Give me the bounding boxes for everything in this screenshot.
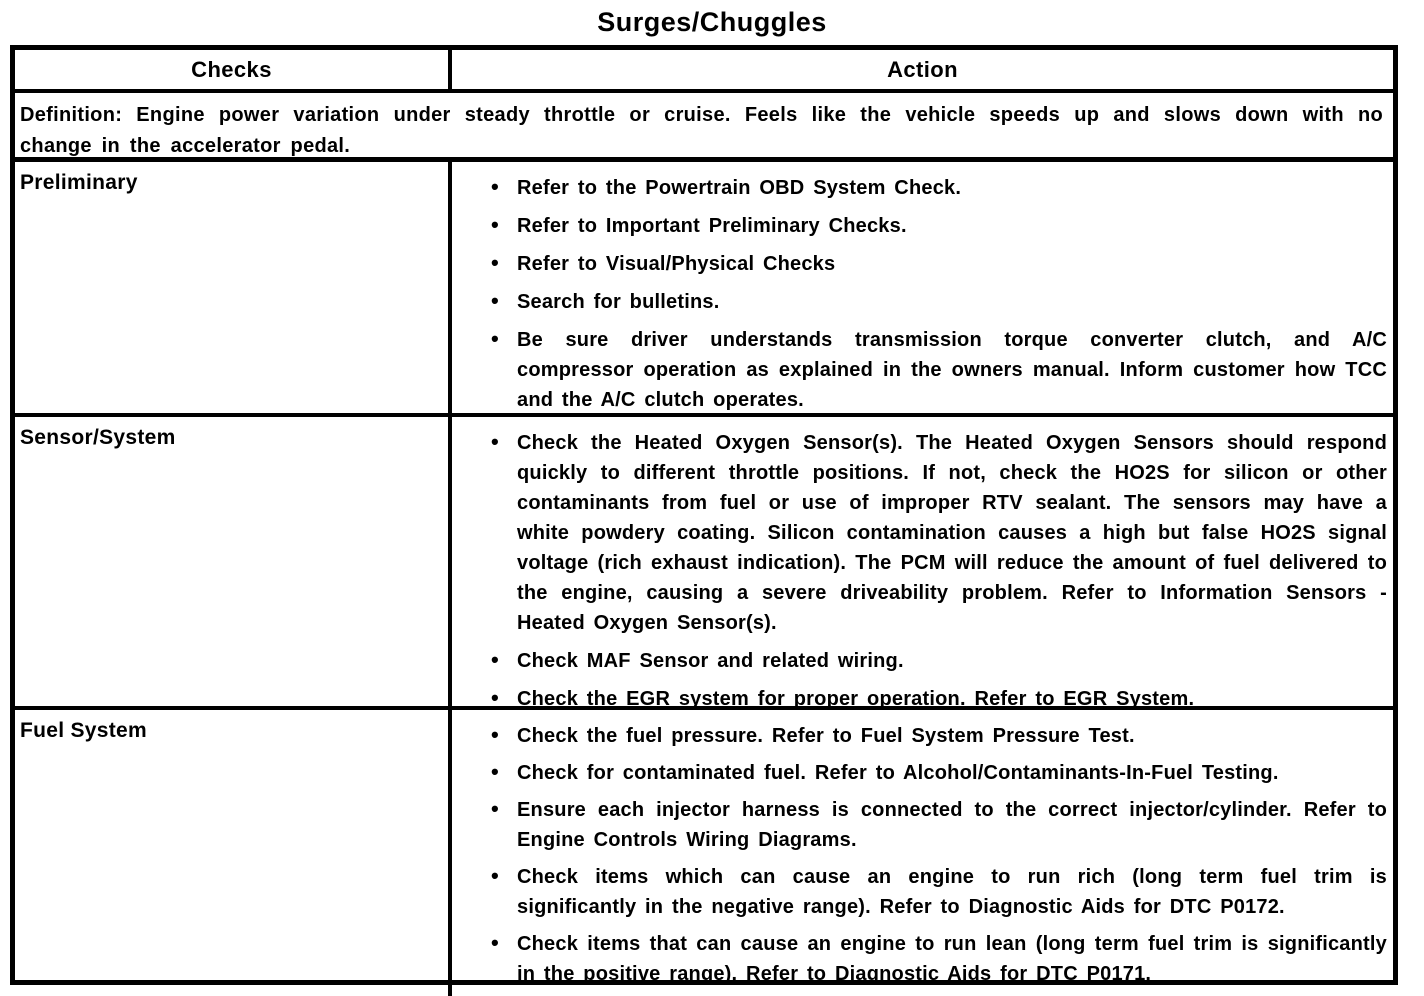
check-cell [15,710,452,996]
bullet-icon: • [491,759,499,784]
table-row [15,710,1393,996]
action-text: Ensure each injector harness is connected to the correct injector/cylinder. Refer to Engine Controls Wiring Diagrams. [517,799,1387,851]
definition-text: Definition: Engine power variation under steady throttle or cruise. Feels like the vehicle speeds up and slows down with no change in the accelerator pedal. [20,104,1383,157]
bullet-icon: • [491,685,499,710]
check-cell [15,417,452,722]
bullet-icon: • [491,930,499,955]
action-text: Check the EGR system for proper operation. Refer to EGR System. [517,688,1195,710]
action-text: Check for contaminated fuel. Refer to Alcohol/Contaminants-In-Fuel Testing. [517,762,1279,784]
action-item [490,721,1387,751]
bullet-icon: • [491,326,499,351]
action-text: Be sure driver understands transmission torque converter clutch, and A/C compressor operation as explained in the owners manual. Inform customer how TCC and the A/C clutch operates. [517,329,1387,411]
table-row [15,417,1393,710]
action-text: Check items which can cause an engine to run rich (long term fuel trim is significantly in the negative range). Refer to Diagnostic Aids for DTC P0172. [517,866,1387,918]
page-title: Surges/Chuggles [597,7,827,37]
table-body [15,162,1393,996]
action-list [490,428,1387,714]
action-text: Check the Heated Oxygen Sensor(s). The Heated Oxygen Sensors should respond quickly to different throttle positions. If not, check the HO2S for silicon or other contaminants from fuel or use of improper RTV sealant. The sensors may have a white powdery coating. Silicon contamination causes a high but false HO2S signal voltage (rich exhaust indication). The PCM will reduce the amount of fuel delivered to the engine, causing a severe driveability problem. Refer to Information Sensors - Heated Oxygen Sensor(s). [517,432,1387,634]
table-row [15,162,1393,417]
action-cell [452,162,1393,423]
bullet-icon: • [491,212,499,237]
action-cell [452,710,1393,996]
action-text: Refer to Visual/Physical Checks [517,253,836,275]
action-item [490,211,1387,241]
action-item [490,325,1387,415]
action-item [490,758,1387,788]
check-label: Fuel System [20,719,148,742]
action-text: Check the fuel pressure. Refer to Fuel System Pressure Test. [517,725,1135,747]
bullet-icon: • [491,647,499,672]
definition-row [15,93,1393,162]
action-item [490,428,1387,638]
surges-chuggles-table [10,45,1398,985]
action-item [490,287,1387,317]
action-text: Refer to the Powertrain OBD System Check. [517,177,962,199]
action-item [490,795,1387,855]
action-item [490,929,1387,989]
bullet-icon: • [491,429,499,454]
action-text: Check MAF Sensor and related wiring. [517,650,904,672]
bullet-icon: • [491,288,499,313]
action-text: Search for bulletins. [517,291,720,313]
bullet-icon: • [491,174,499,199]
action-item [490,684,1387,714]
check-cell [15,162,452,423]
column-header-checks: Checks [15,50,452,89]
check-label: Preliminary [20,171,138,194]
action-list [490,721,1387,989]
action-list [490,173,1387,415]
action-item [490,646,1387,676]
action-item [490,249,1387,279]
action-text: Check items that can cause an engine to run lean (long term fuel trim is significantly in the positive range). Refer to Diagnostic Aids for DTC P0171. [517,933,1387,985]
bullet-icon: • [491,863,499,888]
action-text: Refer to Important Preliminary Checks. [517,215,907,237]
action-cell [452,417,1393,722]
action-item [490,173,1387,203]
check-label: Sensor/System [20,426,176,449]
bullet-icon: • [491,722,499,747]
bullet-icon: • [491,250,499,275]
bullet-icon: • [491,796,499,821]
action-item [490,862,1387,922]
column-header-action: Action [887,56,958,82]
table-header-row [15,50,1393,93]
